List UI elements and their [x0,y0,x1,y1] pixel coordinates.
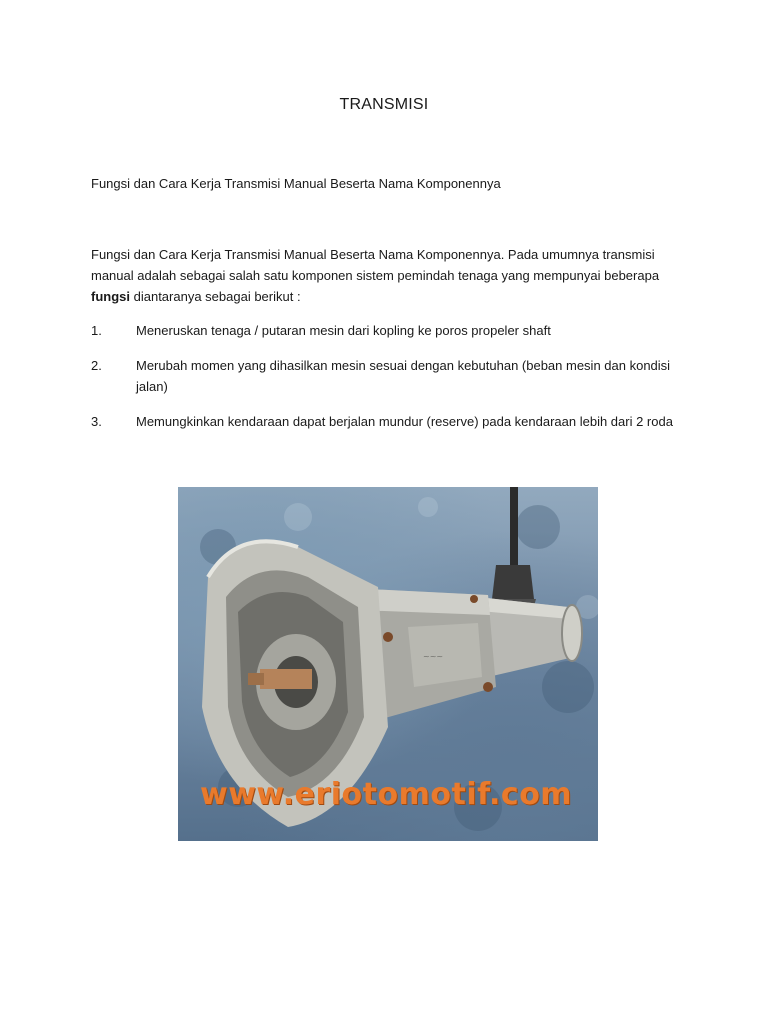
list-text: Meneruskan tenaga / putaran mesin dari kopling ke poros propeler shaft [136,323,551,338]
list-text: Merubah momen yang dihasilkan mesin sesuai dengan kebutuhan (beban mesin dan kondisi jalan) [136,358,671,394]
paragraph-text-1: Fungsi dan Cara Kerja Transmisi Manual Beserta Nama Komponennya. Pada umumnya transmisi manual adalah sebagai salah satu komponen sistem pemindah tenaga yang mempunyai beberapa [91,247,660,283]
list-text: Memungkinkan kendaraan dapat berjalan mundur (reserve) pada kendaraan lebih dari 2 roda [136,414,673,429]
list-number: 1. [91,323,102,338]
list-number: 3. [91,414,102,429]
transmission-photo [178,487,598,841]
photo-watermark: www.eriotomotif.com [200,777,573,812]
list-number: 2. [91,358,102,373]
document-subtitle: Fungsi dan Cara Kerja Transmisi Manual Beserta Nama Komponennya [91,176,501,191]
document-title: TRANSMISI [339,96,429,113]
paragraph-bold: fungsi [91,289,130,304]
paragraph-text-2: diantaranya sebagai berikut : [130,289,301,304]
intro-paragraph [91,244,691,307]
svg-text:~~~: ~~~ [423,652,444,661]
